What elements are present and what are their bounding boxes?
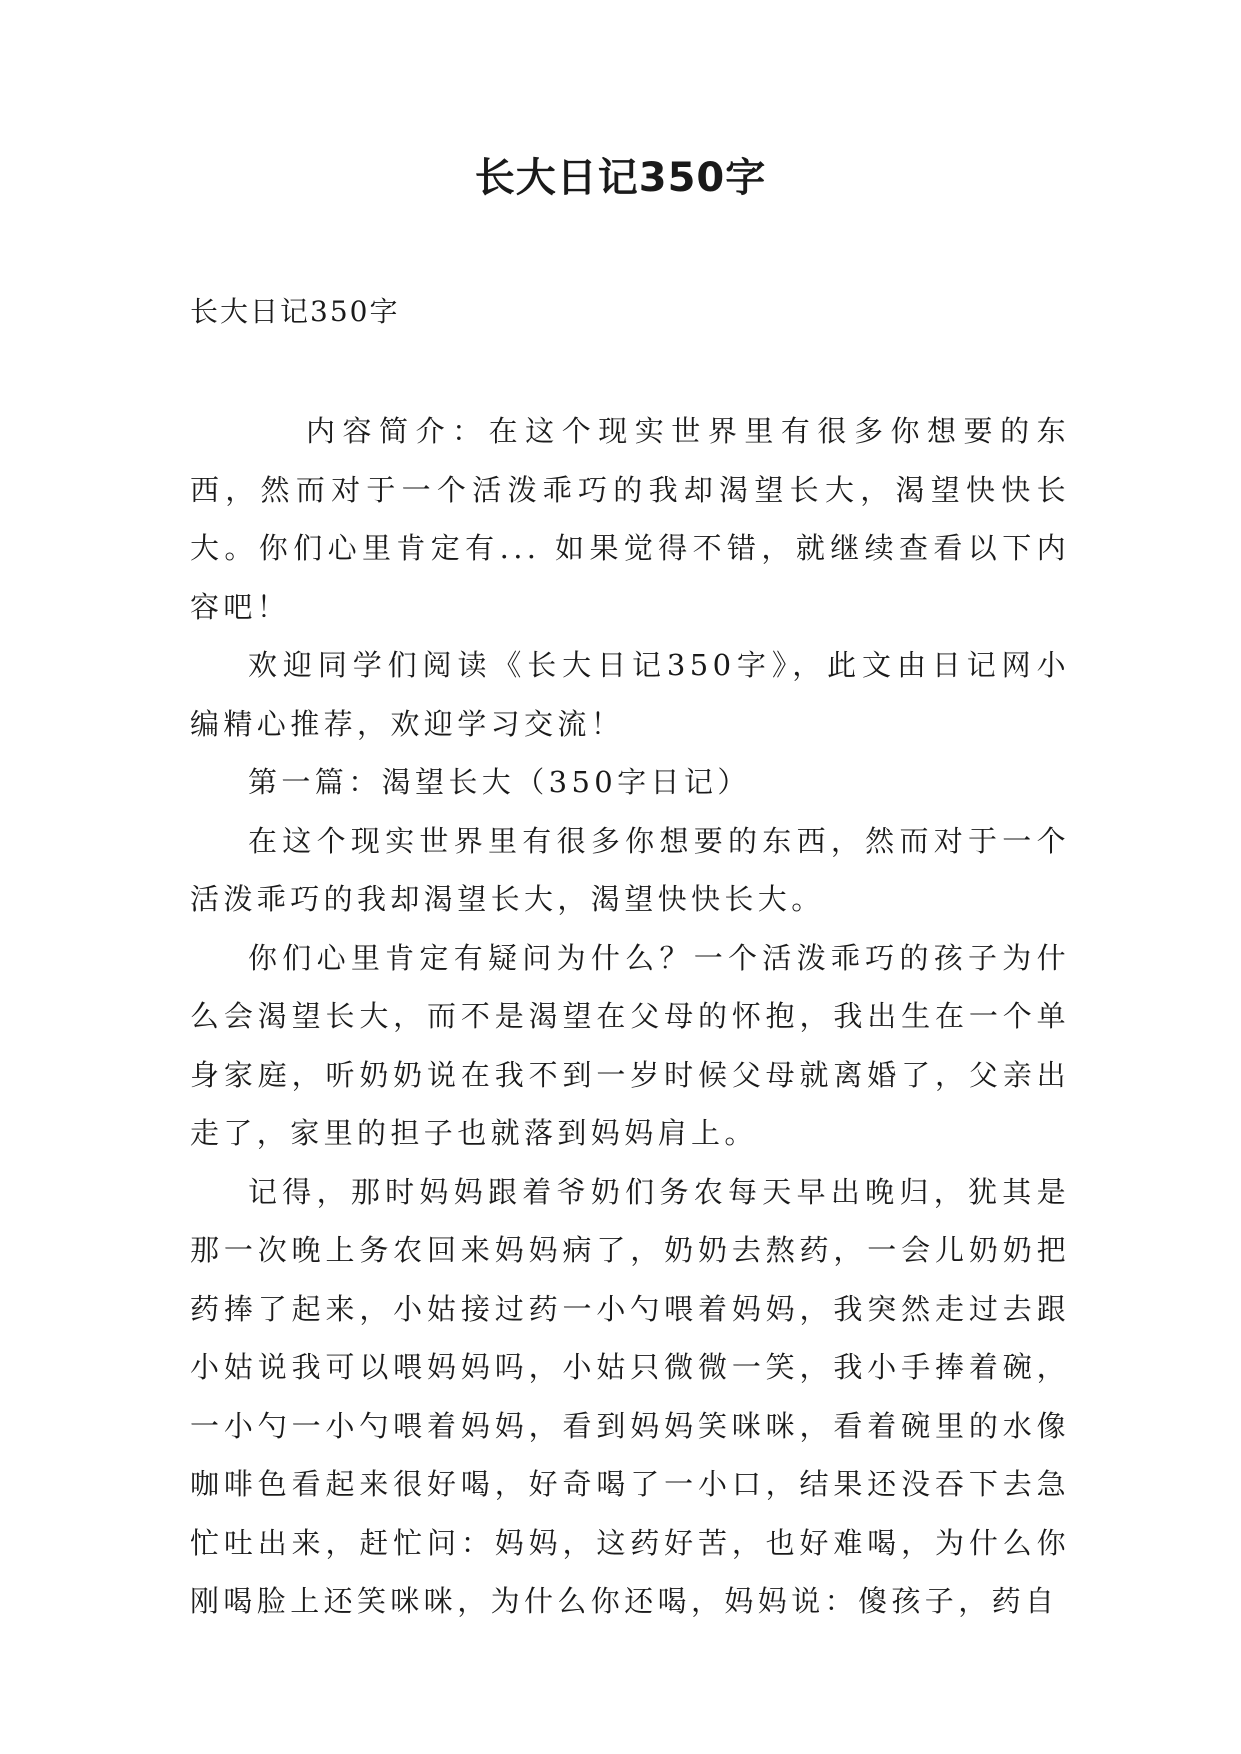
paragraph-heading: 第一篇：渴望长大（350字日记） [248, 765, 751, 799]
paragraph-summary: 内容简介：在这个现实世界里有很多你想要的东西，然而对于一个活泼乖巧的我却渴望长大，渴望快快长大。你们心里肯定有... 如果觉得不错，就继续查看以下内容吧！ [190, 414, 1070, 624]
paragraph: 你们心里肯定有疑问为什么？一个活泼乖巧的孩子为什么会渴望长大，而不是渴望在父母的怀抱，我出生在一个单身家庭，听奶奶说在我不到一岁时候父母就离婚了，父亲出走了，家里的担子也就落到妈妈肩上。 [190, 940, 1070, 1150]
paragraph: 在这个现实世界里有很多你想要的东西，然而对于一个活泼乖巧的我却渴望长大，渴望快快长大。 [190, 823, 1070, 916]
document-subtitle: 长大日记350字 [190, 295, 400, 328]
paragraph: 记得，那时妈妈跟着爷奶们务农每天早出晚归，犹其是那一次晚上务农回来妈妈病了，奶奶去熬药，一会儿奶奶把药捧了起来，小姑接过药一小勺喂着妈妈，我突然走过去跟小姑说我可以喂妈妈吗，小姑只微微一笑，我小手捧着碗，一小勺一小勺喂着妈妈，看到妈妈笑咪咪，看着碗里的水像咖啡色看起来很好喝，好奇喝了一小口，结果还没吞下去急忙吐出来，赶忙问：妈妈，这药好苦，也好难喝，为什么你刚喝脸上还笑咪咪，为什么你还喝，妈妈说：傻孩子，药自 [190, 1174, 1070, 1618]
paragraph-welcome: 欢迎同学们阅读《长大日记350字》，此文由日记网小编精心推荐，欢迎学习交流！ [190, 648, 1070, 741]
document-title: 长大日记350字 [474, 155, 767, 201]
document-body [190, 402, 1070, 1631]
